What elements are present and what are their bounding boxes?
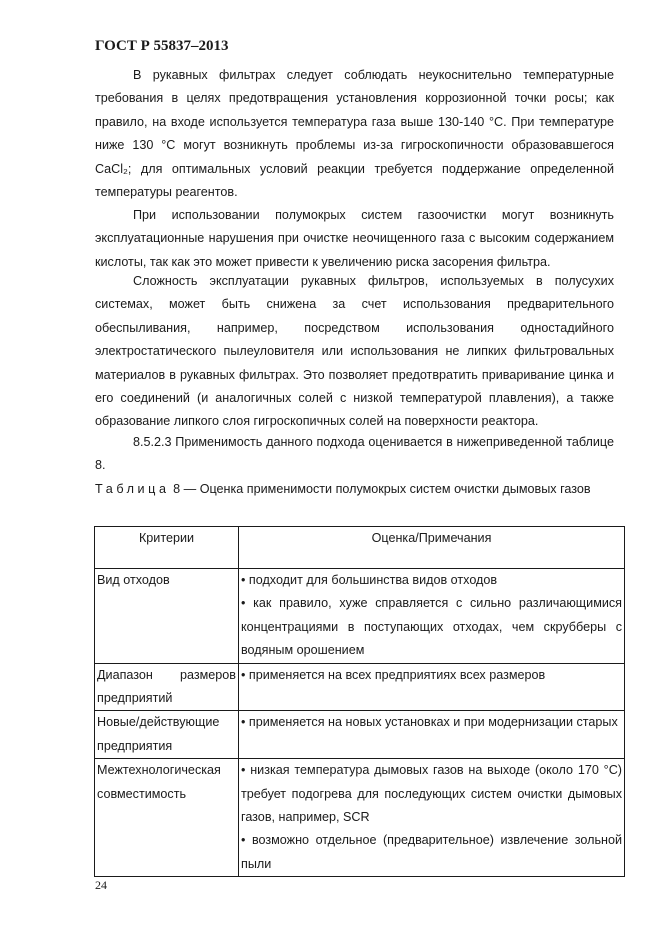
note-item: • низкая температура дымовых газов на выходе (около 170 °C) требует подогрева для последующих систем очистки дымовых газов, например, SCR <box>241 763 622 825</box>
table-row <box>95 663 625 711</box>
header-notes: Оценка/Примечания <box>239 527 625 569</box>
applicability-table <box>94 526 625 877</box>
paragraph-1: В рукавных фильтрах следует соблюдать неукоснительно температурные требования в целях предотвращения установления коррозионной точки росы; как правило, на входе используется температура газа выше 130-140 °C. При температуре ниже 130 °C могут возникнуть проблемы из-за гигроскопичности образовавшегося CaCl₂; для оптимальных условий реакции требуется поддержание определенной температуры реагентов. <box>95 68 614 200</box>
note-item: • как правило, хуже справляется с сильно различающимися концентрациями в поступающих отходах, чем скрубберы с водяным орошением <box>241 596 622 658</box>
row-notes <box>239 569 625 664</box>
row-notes <box>239 711 625 759</box>
table-caption-label: Таблица <box>95 482 170 496</box>
row-notes <box>239 663 625 711</box>
note-item: • возможно отдельное (предварительное) извлечение зольной пыли <box>241 833 622 871</box>
paragraph-3: Сложность эксплуатации рукавных фильтров, используемых в полусухих системах, может быть снижена за счет использования предварительного обеспыливания, например, посредством использования одностадийного электростатического пылеуловителя или использования не липких фильтровальных материалов в рукавных фильтрах. Это позволяет предотвратить приваривание цинка и его соединений (и аналогичных солей с низкой температурой плавления), а также образование липкого слоя гигроскопичных солей на поверхности реактора. <box>95 274 614 429</box>
row-criterion: Межтехнологическая совместимость <box>95 759 239 877</box>
table-header-row <box>95 527 625 569</box>
note-item: • применяется на новых установках и при модернизации старых <box>241 715 618 730</box>
paragraph-2: При использовании полумокрых систем газоочистки могут возникнуть эксплуатационные нарушения при очистке неочищенного газа с высоким содержанием кислоты, так как это может привести к увеличению риска засорения фильтра. <box>95 208 614 269</box>
page-number: 24 <box>95 878 107 892</box>
table-row <box>95 759 625 877</box>
row-notes <box>239 759 625 877</box>
table-caption <box>95 478 614 501</box>
note-item: • применяется на всех предприятиях всех размеров <box>241 667 546 682</box>
table-row <box>95 711 625 759</box>
note-item: • подходит для большинства видов отходов <box>241 573 498 587</box>
table-caption-text: 8 — Оценка применимости полумокрых систем очистки дымовых газов <box>169 482 591 496</box>
row-criterion: Диапазон размеров предприятий <box>95 663 239 711</box>
table-row <box>95 569 625 664</box>
standard-designation: ГОСТ Р 55837–2013 <box>95 38 229 54</box>
paragraph-4: 8.5.2.3 Применимость данного подхода оценивается в нижеприведенной таблице 8. <box>95 435 614 473</box>
row-criterion: Новые/действующие предприятия <box>95 711 239 759</box>
header-criteria: Критерии <box>95 527 239 569</box>
row-criterion: Вид отходов <box>95 569 239 664</box>
